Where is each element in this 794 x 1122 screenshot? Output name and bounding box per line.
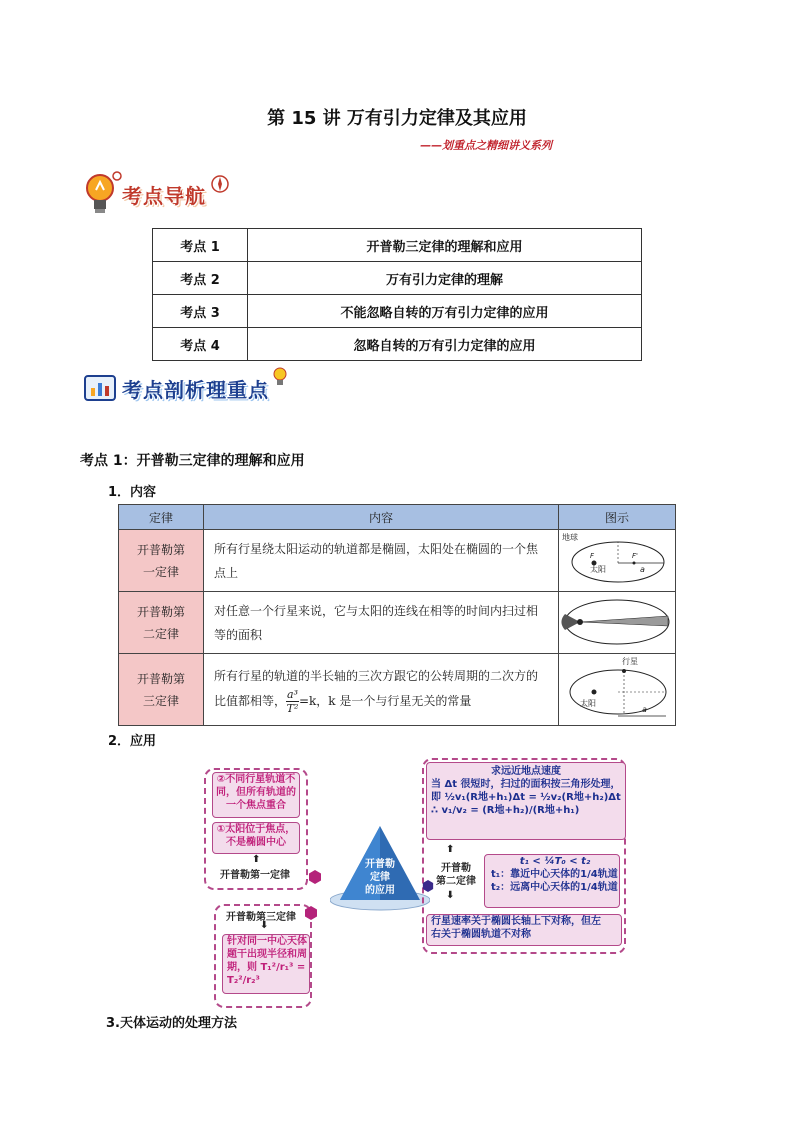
inequality: t₁ < ¼T₀ < t₂ <box>519 856 591 867</box>
law-content-text: =k，k 是一个与行星无关的常量 <box>298 694 472 708</box>
center-label <box>346 858 414 897</box>
law-content-text: 所有行星的轨道的半长轴的三次方跟它的公转周期的二次方的比值都相等， <box>214 669 539 708</box>
table-row <box>153 295 642 328</box>
column-header: 定律 <box>119 505 204 530</box>
law-name-line: 一定律 <box>142 564 179 579</box>
label-line: 第二定律 <box>436 876 476 887</box>
label-focus-f2: F' <box>632 552 638 560</box>
box-line: 题干出现半径和周 <box>227 949 307 960</box>
law-name-line: 开普勒第 <box>136 671 185 686</box>
box-line: 不是椭圆中心 <box>226 837 286 848</box>
speed-box <box>426 762 626 840</box>
box-line: t₂：远离中心天体的1/4轨道 <box>491 882 618 893</box>
kepler-laws-table <box>118 504 676 726</box>
arrow-up-icon: ⬆ <box>446 844 455 855</box>
page-title: 第 15 讲 万有引力定律及其应用 <box>267 108 527 129</box>
law-name-line: 开普勒第 <box>136 542 185 557</box>
table-row <box>153 328 642 361</box>
hexagon-icon <box>304 906 318 920</box>
arrow-down-icon: ⬇ <box>446 890 455 901</box>
law-name-line: 二定律 <box>142 626 179 641</box>
figure-third-law <box>559 654 676 726</box>
box-line: 行星速率关于椭圆长轴上下对称，但左 <box>431 916 601 927</box>
box-line: 即 ½v₁(R地+h₁)Δt = ½v₂(R地+h₂)Δt <box>431 792 621 803</box>
banner-analysis <box>82 368 289 408</box>
first-law-box-2 <box>212 772 300 818</box>
label-planet: 行星 <box>622 657 638 666</box>
box-line: 针对同一中心天体 <box>227 936 307 947</box>
table-row <box>153 262 642 295</box>
table-row <box>153 229 642 262</box>
first-law-label: 开普勒第一定律 <box>220 870 290 881</box>
fraction-denominator: T² <box>286 702 299 715</box>
box-line: 右关于椭圆轨道不对称 <box>431 929 531 940</box>
table-cell-value: 忽略自转的万有引力定律的应用 <box>248 328 642 361</box>
page-subtitle: ——划重点之精细讲义系列 <box>420 139 552 152</box>
label-focus-f: F <box>590 552 595 560</box>
table-cell-value: 开普勒三定律的理解和应用 <box>248 229 642 262</box>
center-label-line: 的应用 <box>365 885 395 896</box>
subheading-application: 2．应用 <box>108 734 157 749</box>
arrow-down-icon: ⬇ <box>260 920 269 931</box>
subheading-method: 3.天体运动的处理方法 <box>106 1016 237 1031</box>
ellipse-planet-diagram <box>560 654 674 722</box>
box-line: ①太阳位于焦点， <box>216 824 296 835</box>
box-line-text: 期，则 <box>227 962 257 973</box>
label-sun: 太阳 <box>590 565 606 574</box>
table-cell-value: 不能忽略自转的万有引力定律的应用 <box>248 295 642 328</box>
table-header-row <box>119 505 676 530</box>
table-row <box>119 592 676 654</box>
label-line: 开普勒 <box>441 863 471 874</box>
box-line: ②不同行星轨道不 <box>216 774 296 785</box>
law-name-line: 开普勒第 <box>136 604 185 619</box>
law-name <box>119 530 204 592</box>
box-line: 当 Δt 很短时，扫过的面积按三角形处理， <box>431 779 621 790</box>
center-label-line: 开普勒 <box>365 859 395 870</box>
box-line: 一个焦点重合 <box>226 800 286 811</box>
fraction-numerator: a³ <box>287 688 298 701</box>
law-content <box>204 654 559 726</box>
figure-first-law <box>559 530 676 592</box>
banner-analysis-label: 考点剖析理重点 <box>122 377 269 402</box>
navigation-table <box>152 228 642 361</box>
chart-board-icon <box>82 368 122 408</box>
table-cell-key: 考点 4 <box>153 328 248 361</box>
table-cell-key: 考点 1 <box>153 229 248 262</box>
label-a: a <box>642 705 647 714</box>
box-line: t₁：靠近中心天体的1/4轨道 <box>491 869 618 880</box>
ellipse-area-diagram <box>560 592 674 650</box>
column-header: 内容 <box>204 505 559 530</box>
formula: T₁²/r₁³ = T₂²/r₂³ <box>227 962 306 986</box>
section-heading: 考点 1：开普勒三定律的理解和应用 <box>80 453 305 469</box>
law-name <box>119 592 204 654</box>
third-law-box <box>222 934 310 994</box>
second-law-label <box>436 862 476 888</box>
label-earth: 地球 <box>562 533 578 542</box>
label-sun: 太阳 <box>580 699 596 708</box>
table-row <box>119 530 676 592</box>
third-law-label: 开普勒第三定律 <box>226 912 296 923</box>
label-a: a <box>640 565 645 574</box>
law-content: 所有行星绕太阳运动的轨道都是椭圆，太阳处在椭圆的一个焦点上 <box>204 530 559 592</box>
time-box <box>484 854 620 908</box>
law-name <box>119 654 204 726</box>
figure-second-law <box>559 592 676 654</box>
box-line <box>227 961 309 987</box>
box-title: 求远近地点速度 <box>491 766 561 777</box>
box-line: 同，但所有轨道的 <box>216 787 296 798</box>
column-header: 图示 <box>559 505 676 530</box>
subheading-content: 1．内容 <box>108 485 157 500</box>
symmetry-box <box>426 914 622 946</box>
center-label-line: 定律 <box>370 872 390 883</box>
lightbulb-icon <box>82 170 122 218</box>
fraction <box>286 688 299 715</box>
arrow-up-icon: ⬆ <box>252 854 261 865</box>
law-name-line: 三定律 <box>142 693 179 708</box>
law-content: 对任意一个行星来说，它与太阳的连线在相等的时间内扫过相等的面积 <box>204 592 559 654</box>
application-diagram <box>200 758 630 986</box>
first-law-box-1 <box>212 822 300 854</box>
hexagon-icon <box>422 880 434 892</box>
small-bulb-icon <box>271 366 289 388</box>
ellipse-diagram <box>560 530 674 588</box>
compass-icon <box>210 174 230 194</box>
hexagon-icon <box>308 870 322 884</box>
table-row <box>119 654 676 726</box>
table-cell-key: 考点 3 <box>153 295 248 328</box>
box-line: ∴ v₁/v₂ = (R地+h₂)/(R地+h₁) <box>431 805 580 816</box>
banner-navigation-label: 考点导航 <box>122 183 206 208</box>
banner-navigation <box>82 170 230 218</box>
table-cell-value: 万有引力定律的理解 <box>248 262 642 295</box>
table-cell-key: 考点 2 <box>153 262 248 295</box>
